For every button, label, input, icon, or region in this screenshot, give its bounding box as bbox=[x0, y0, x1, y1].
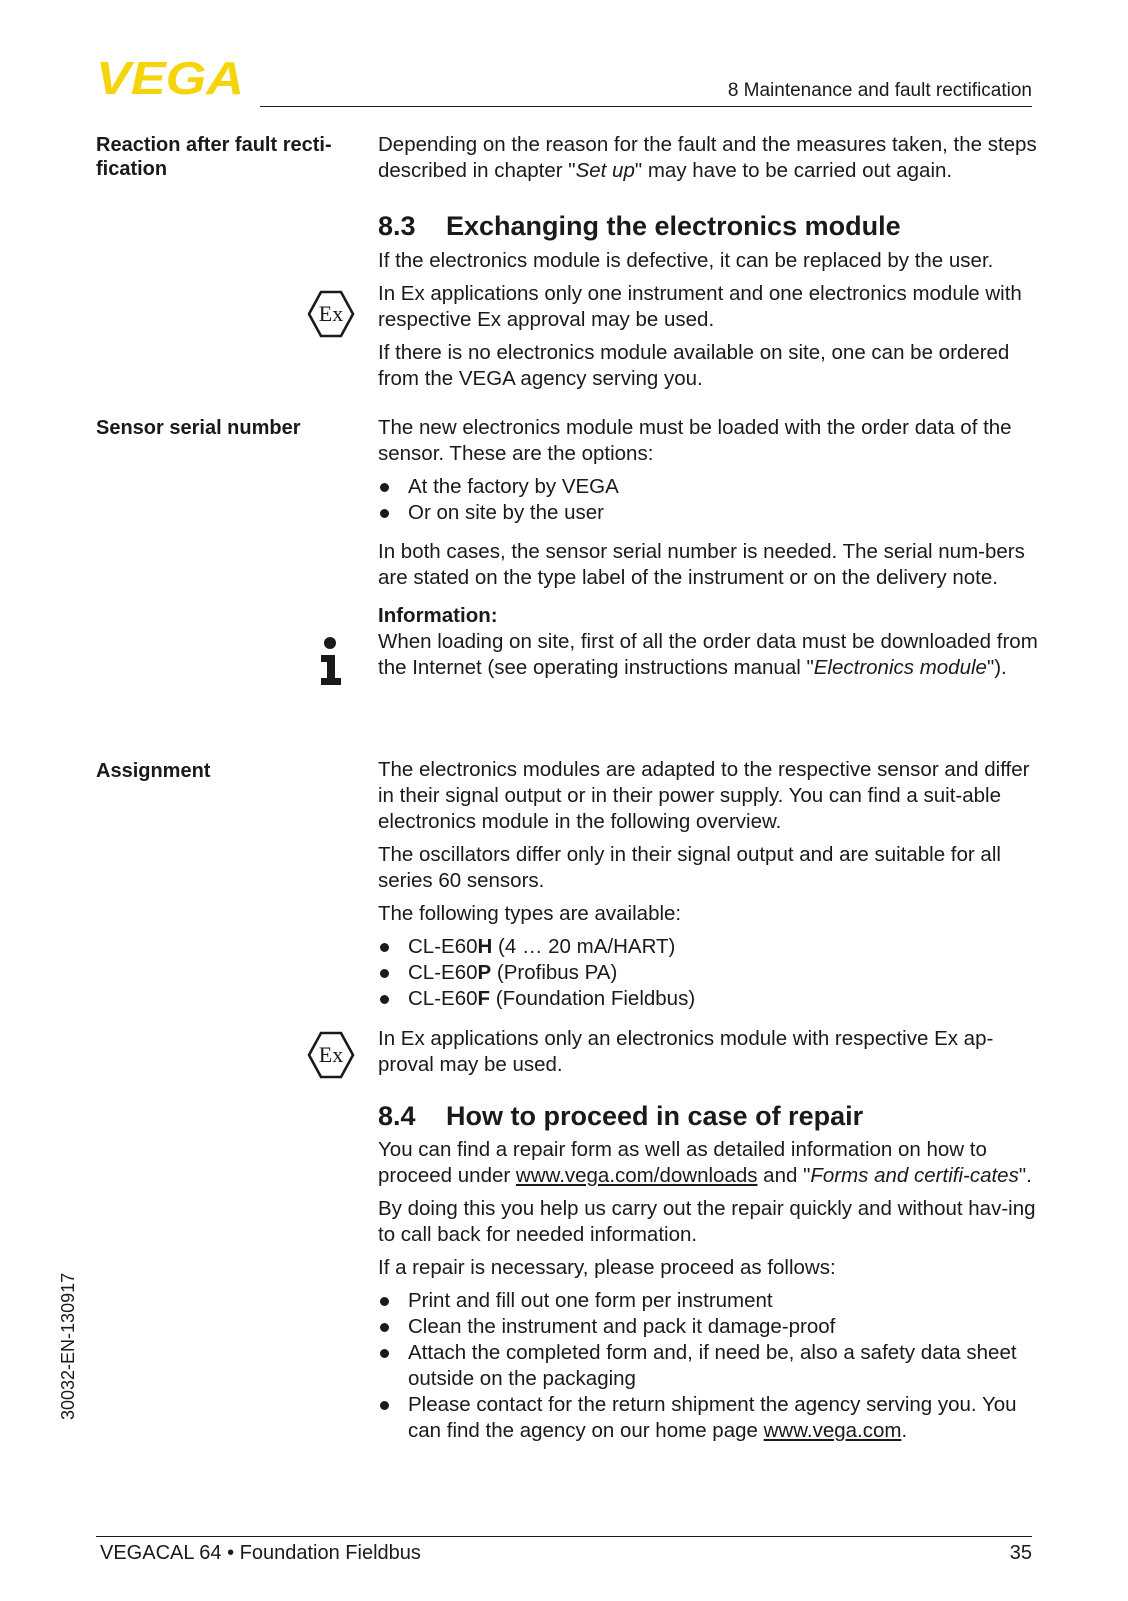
list-item: CL-E60H (4 … 20 mA/HART) bbox=[378, 934, 1038, 960]
sec83-p2: In Ex applications only one instrument and one electronics module with respective Ex approval may be used. bbox=[378, 282, 1022, 331]
repair-steps-list bbox=[378, 1288, 1038, 1444]
info-title: Information: bbox=[378, 604, 498, 627]
list-item: Clean the instrument and pack it damage-proof bbox=[378, 1314, 1038, 1340]
information-icon bbox=[318, 636, 344, 691]
footer-rule bbox=[96, 1536, 1032, 1537]
assignment-p3: The following types are available: bbox=[378, 902, 682, 925]
header-rule bbox=[260, 106, 1032, 107]
svg-text:Ex: Ex bbox=[318, 301, 344, 326]
sec83-p1: If the electronics module is defective, it can be replaced by the user. bbox=[378, 249, 994, 272]
serial-p2: In both cases, the sensor serial number is needed. The serial num-bers are stated on the type label of the instrument or on the delivery note. bbox=[378, 540, 1025, 589]
sec84-p2: By doing this you help us carry out the repair quickly and without hav-ing to call back for needed information. bbox=[378, 1197, 1036, 1246]
assignment-ex-note: In Ex applications only an electronics module with respective Ex ap-proval may be used. bbox=[378, 1027, 994, 1076]
list-item: Print and fill out one form per instrument bbox=[378, 1288, 1038, 1314]
sec84-p3: If a repair is necessary, please proceed as follows: bbox=[378, 1256, 836, 1279]
serial-options-list bbox=[378, 474, 1038, 526]
serial-p1: The new electronics module must be loaded with the order data of the sensor. These are the options: bbox=[378, 416, 1012, 465]
sec84-body bbox=[378, 1137, 1038, 1444]
page-number: 35 bbox=[1009, 1542, 1032, 1564]
assignment-p1: The electronics modules are adapted to the respective sensor and differ in their signal output or in their power supply. You can find a suit-able electronics module in the following overview. bbox=[378, 758, 1030, 833]
document-id: 30032-EN-130917 bbox=[58, 1272, 78, 1420]
sec83-body bbox=[378, 248, 1038, 392]
side-label-serial: Sensor serial number bbox=[96, 417, 301, 439]
assignment-p2: The oscillators differ only in their signal output and are suitable for all series 60 sensors. bbox=[378, 843, 1001, 892]
svg-text:VEGA: VEGA bbox=[96, 58, 244, 98]
ex-atex-icon bbox=[307, 1031, 355, 1084]
list-item: CL-E60F (Foundation Fieldbus) bbox=[378, 986, 1038, 1012]
vega-home-link[interactable]: www.vega.com bbox=[763, 1419, 902, 1442]
list-item: Or on site by the user bbox=[378, 500, 1038, 526]
serial-body bbox=[378, 415, 1038, 681]
list-item: Please contact for the return shipment the agency serving you. You can find the agency on our home page www.vega.com. bbox=[378, 1392, 1038, 1444]
header-section-title: 8 Maintenance and fault rectification bbox=[727, 80, 1032, 101]
list-item: Attach the completed form and, if need be, also a safety data sheet outside on the packaging bbox=[378, 1340, 1038, 1392]
section-heading-8-3: 8.3 Exchanging the electronics module bbox=[378, 211, 901, 241]
module-types-list bbox=[378, 934, 1038, 1012]
ex-atex-icon bbox=[307, 290, 355, 343]
list-item: CL-E60P (Profibus PA) bbox=[378, 960, 1038, 986]
downloads-link[interactable]: www.vega.com/downloads bbox=[515, 1164, 758, 1187]
reaction-text: Depending on the reason for the fault and the measures taken, the steps described in chapter "Set up" may have to be carried out again. bbox=[378, 133, 1037, 182]
sec84-p1: You can find a repair form as well as detailed information on how to proceed under www.vega.com/downloads and "Forms and certifi-cates". bbox=[378, 1138, 1032, 1187]
side-label-reaction: Reaction after fault recti-fication bbox=[96, 134, 332, 180]
list-item: At the factory by VEGA bbox=[378, 474, 1038, 500]
vega-logo bbox=[96, 58, 246, 103]
assignment-body bbox=[378, 757, 1038, 1078]
side-label-assignment: Assignment bbox=[96, 760, 211, 782]
info-text: When loading on site, first of all the order data must be downloaded from the Internet (see operating instructions manual "Electronics module"). bbox=[378, 630, 1038, 679]
footer-product: VEGACAL 64 • Foundation Fieldbus bbox=[100, 1542, 421, 1564]
svg-text:Ex: Ex bbox=[318, 1042, 344, 1067]
sec83-p3: If there is no electronics module available on site, one can be ordered from the VEGA agency serving you. bbox=[378, 341, 1010, 390]
section-heading-8-4: 8.4 How to proceed in case of repair bbox=[378, 1101, 864, 1131]
